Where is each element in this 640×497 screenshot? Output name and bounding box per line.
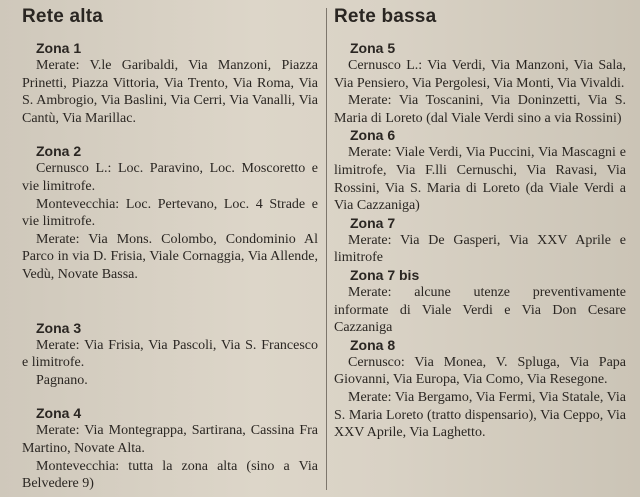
zone-text: Merate: V.le Garibaldi, Via Manzoni, Piazza Prinetti, Piazza Vittoria, Via Trento, Via Roma, Via S. Ambrogio, Via Baslini, Via Cerri, Via Vanalli, Via Cantù, Via Marillac. <box>22 58 318 126</box>
rete-bassa-heading: Rete bassa <box>334 6 437 27</box>
zone-title: Zona 1 <box>36 40 82 56</box>
zona-7-bis <box>334 267 626 337</box>
zone-text: Merate: Via Toscanini, Via Doninzetti, Via S. Maria di Loreto (dal Viale Verdi sino a via Rossini) <box>334 93 626 126</box>
zone-text: Merate: Viale Verdi, Via Puccini, Via Mascagni e limitrofe, Via F.lli Cernuschi, Via Ravasi, Via Rossini, Via S. Maria di Loreto (da Viale Verdi a Via Cazzaniga) <box>334 145 626 214</box>
zona-1 <box>22 40 318 127</box>
zone-text: Cernusco L.: Via Verdi, Via Manzoni, Via Sala, Via Pensiero, Via Pergolesi, Via Monti, Via Vivaldi. <box>334 58 626 91</box>
rete-alta-heading: Rete alta <box>22 6 104 27</box>
zone-text: Merate: Via Bergamo, Via Fermi, Via Statale, Via S. Maria Loreto (tratto dispensario), Via Ceppo, Via XXV Aprile, Via Laghetto. <box>334 389 626 441</box>
zona-5 <box>334 40 626 127</box>
zone-title: Zona 2 <box>36 143 82 160</box>
zone-text: Cernusco L.: Loc. Paravino, Loc. Moscoretto e vie limitrofe. <box>22 161 318 194</box>
zone-title: Zona 4 <box>36 405 82 422</box>
zone-text: Merate: Via De Gasperi, Via XXV Aprile e limitrofe <box>334 232 626 266</box>
zone-text: Merate: alcune utenze preventivamente informate di Viale Verdi e Via Don Cesare Cazzaniga <box>334 284 626 336</box>
zone-title: Zona 3 <box>36 319 82 336</box>
zone-text: Merate: Via Montegrappa, Sartirana, Cassina Fra Martino, Novate Alta. <box>22 423 318 456</box>
zona-7 <box>334 215 626 267</box>
zone-text: Merate: Via Frisia, Via Pascoli, Via S. Francesco e limitrofe. <box>22 337 318 371</box>
zone-text: Pagnano. <box>36 372 88 388</box>
zone-title: Zona 8 <box>350 336 396 353</box>
rete-alta-column <box>22 6 318 493</box>
zone-title: Zona 7 <box>350 214 396 231</box>
zone-title: Zona 7 bis <box>350 266 420 283</box>
zone-title: Zona 6 <box>350 127 396 144</box>
zone-text: Merate: Via Mons. Colombo, Condominio Al Parco in via D. Frisia, Viale Cornaggia, Via Allende, Vedù, Novate Bassa. <box>22 231 318 282</box>
zona-6 <box>334 127 626 214</box>
zone-text: Cernusco: Via Monea, V. Spluga, Via Papa Giovanni, Via Europa, Via Como, Via Resegone. <box>334 354 626 388</box>
zone-text: Montevecchia: Loc. Pertevano, Loc. 4 Strade e vie limitrofe. <box>22 196 318 230</box>
zona-4 <box>22 405 318 492</box>
zona-8 <box>334 337 626 442</box>
zone-title: Zona 5 <box>350 40 396 56</box>
zone-text: Montevecchia: tutta la zona alta (sino a Via Belvedere 9) <box>22 458 318 492</box>
zona-3 <box>22 320 318 390</box>
rete-bassa-column <box>334 6 626 442</box>
column-divider <box>326 8 327 490</box>
zona-2 <box>22 143 318 283</box>
